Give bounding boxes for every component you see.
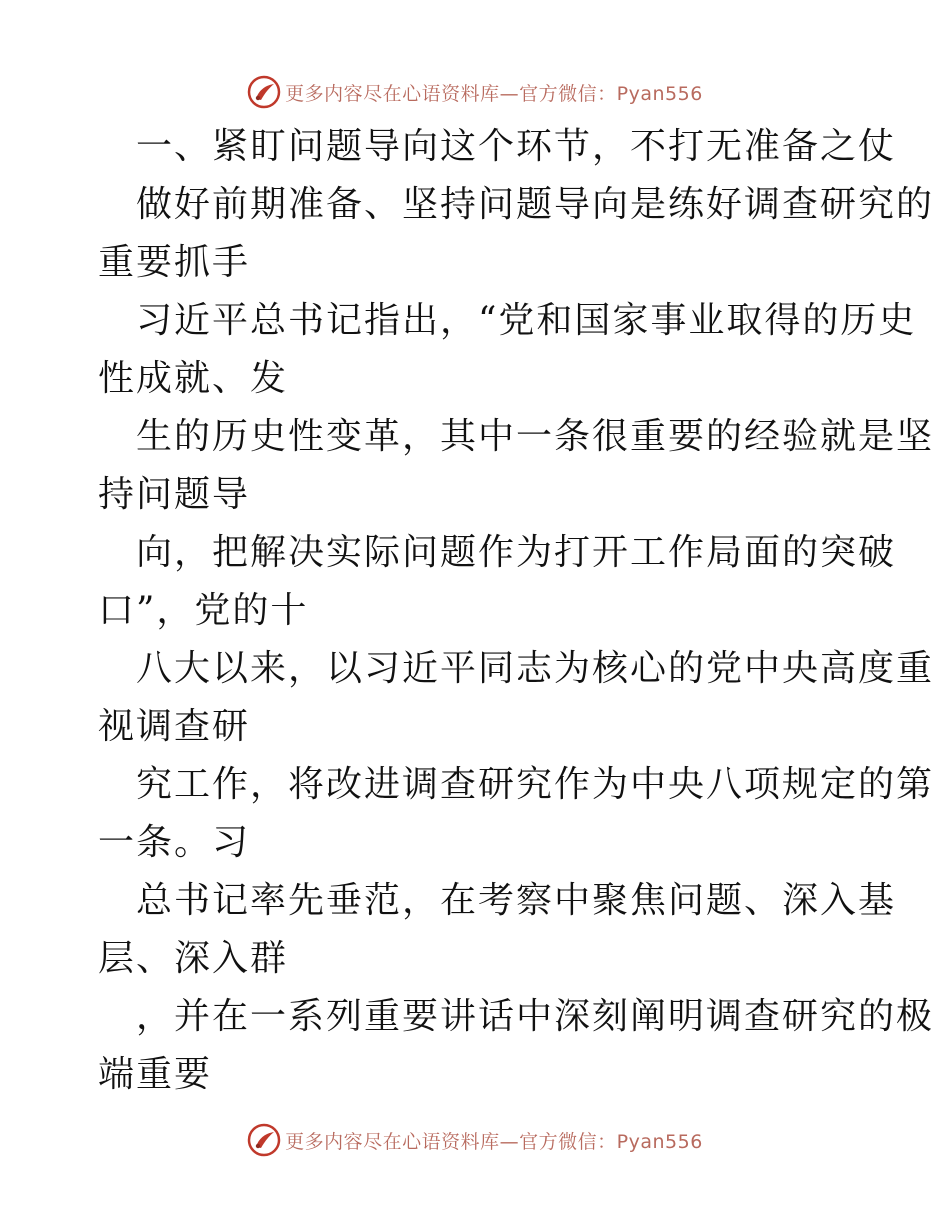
paragraph-line: 层、深入群 <box>98 938 289 979</box>
section-heading: 一、紧盯问题导向这个环节，不打无准备之仗 <box>136 126 897 167</box>
paragraph-line: 端重要 <box>98 1054 213 1095</box>
paragraph-line: 八大以来，以习近平同志为核心的党中央高度重 <box>136 648 935 689</box>
paragraph-line: 持问题导 <box>98 474 251 515</box>
paragraph-line: 一条。习 <box>98 822 251 863</box>
paragraph-line: 性成就、发 <box>98 358 289 399</box>
paragraph-line: 重要抓手 <box>98 242 251 283</box>
paragraph-line: 习近平总书记指出，“党和国家事业取得的历史 <box>136 300 917 341</box>
paragraph-line: 究工作，将改进调查研究作为中央八项规定的第 <box>136 764 935 805</box>
brand-logo-icon <box>247 1123 281 1157</box>
header-watermark-text: 更多内容尽在心语资料库—官方微信：Pyan556 <box>285 82 703 105</box>
brand-logo-icon <box>247 75 281 109</box>
paragraph-line: 向，把解决实际问题作为打开工作局面的突破 <box>136 532 897 573</box>
paragraph-line: 总书记率先垂范，在考察中聚焦问题、深入基 <box>136 880 897 921</box>
header-watermark-banner <box>0 72 950 112</box>
footer-watermark-banner <box>0 1120 950 1160</box>
document-body <box>98 118 935 1104</box>
footer-watermark-text: 更多内容尽在心语资料库—官方微信：Pyan556 <box>285 1130 703 1153</box>
paragraph-line: 生的历史性变革，其中一条很重要的经验就是坚 <box>136 416 935 457</box>
paragraph-line: ，并在一系列重要讲话中深刻阐明调查研究的极 <box>136 996 935 1037</box>
paragraph-line: 口”，党的十 <box>98 590 309 631</box>
paragraph-line: 做好前期准备、坚持问题导向是练好调查研究的 <box>136 184 935 225</box>
paragraph-line: 视调查研 <box>98 706 251 747</box>
